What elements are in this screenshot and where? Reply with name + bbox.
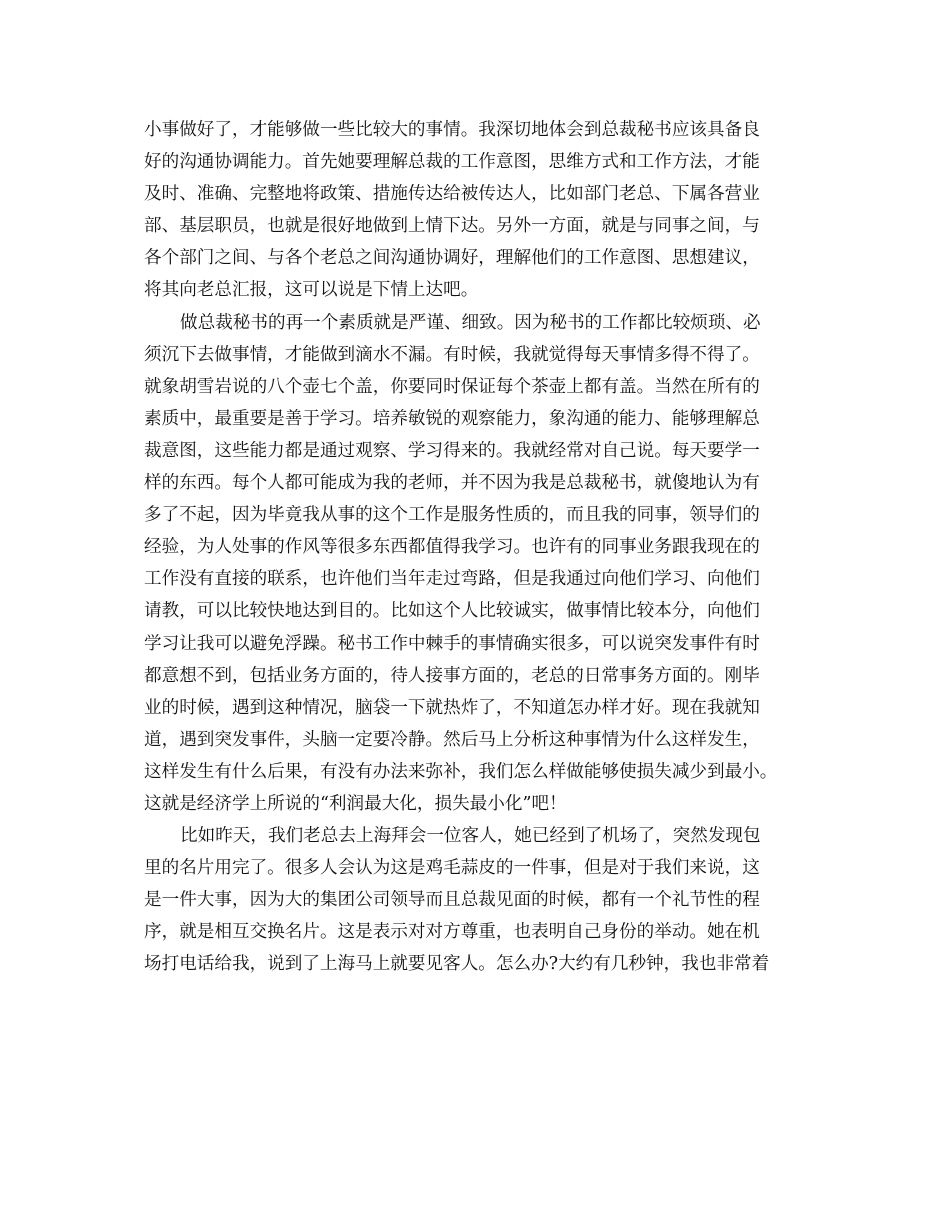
document-body bbox=[144, 114, 812, 981]
text-line: 做总裁秘书的再一个素质就是严谨、细致。因为秘书的工作都比较烦琐、必 bbox=[180, 312, 761, 333]
text-line: 场打电话给我，说到了上海马上就要见客人。怎么办?大约有几秒钟，我也非常着 bbox=[144, 954, 770, 975]
text-line: 都意想不到，包括业务方面的，待人接事方面的，老总的日常事务方面的。刚毕 bbox=[144, 665, 760, 686]
text-line: 这就是经济学上所说的“利润最大化，损失最小化”吧！ bbox=[144, 793, 567, 814]
text-line: 里的名片用完了。很多人会认为这是鸡毛蒜皮的一件事，但是对于我们来说，这 bbox=[144, 858, 760, 879]
text-line: 序，就是相互交换名片。这是表示对对方尊重，也表明自己身份的举动。她在机 bbox=[144, 922, 760, 943]
text-line: 多了不起，因为毕竟我从事的这个工作是服务性质的，而且我的同事，领导们的 bbox=[144, 505, 760, 526]
text-line: 道，遇到突发事件，头脑一定要冷静。然后马上分析这种事情为什么这样发生， bbox=[144, 729, 760, 750]
text-line: 是一件大事，因为大的集团公司领导而且总裁见面的时候，都有一个礼节性的程 bbox=[144, 890, 760, 911]
text-line: 裁意图，这些能力都是通过观察、学习得来的。我就经常对自己说。每天要学一 bbox=[144, 440, 760, 461]
text-line: 这样发生有什么后果，有没有办法来弥补，我们怎么样做能够使损失减少到最小。 bbox=[144, 761, 778, 782]
text-line: 业的时候，遇到这种情况，脑袋一下就热炸了，不知道怎办样才好。现在我就知 bbox=[144, 697, 760, 718]
text-line: 请教，可以比较快地达到目的。比如这个人比较诚实，做事情比较本分，向他们 bbox=[144, 601, 760, 622]
text-line: 素质中，最重要是善于学习。培养敏锐的观察能力，象沟通的能力、能够理解总 bbox=[144, 408, 760, 429]
paragraph-1 bbox=[144, 114, 812, 307]
paragraph-3 bbox=[144, 820, 812, 980]
text-line: 学习让我可以避免浮躁。秘书工作中棘手的事情确实很多，可以说突发事件有时 bbox=[144, 633, 760, 654]
text-line: 工作没有直接的联系，也许他们当年走过弯路，但是我通过向他们学习、向他们 bbox=[144, 569, 760, 590]
text-line: 样的东西。每个人都可能成为我的老师，并不因为我是总裁秘书，就傻地认为有 bbox=[144, 473, 760, 494]
text-line: 比如昨天，我们老总去上海拜会一位客人，她已经到了机场了，突然发现包 bbox=[180, 826, 761, 847]
text-line: 将其向老总汇报，这可以说是下情上达吧。 bbox=[144, 280, 479, 301]
text-line: 好的沟通协调能力。首先她要理解总裁的工作意图，思维方式和工作方法，才能 bbox=[144, 152, 760, 173]
text-line: 部、基层职员，也就是很好地做到上情下达。另外一方面，就是与同事之间，与 bbox=[144, 216, 760, 237]
text-line: 经验，为人处事的作风等很多东西都值得我学习。也许有的同事业务跟我现在的 bbox=[144, 537, 760, 558]
text-line: 就象胡雪岩说的八个壶七个盖，你要同时保证每个茶壶上都有盖。当然在所有的 bbox=[144, 376, 760, 397]
text-line: 及时、准确、完整地将政策、措施传达给被传达人，比如部门老总、下属各营业 bbox=[144, 184, 760, 205]
paragraph-2 bbox=[144, 307, 812, 821]
text-line: 小事做好了，才能够做一些比较大的事情。我深切地体会到总裁秘书应该具备良 bbox=[144, 120, 760, 140]
text-line: 各个部门之间、与各个老总之间沟通协调好，理解他们的工作意图、思想建议， bbox=[144, 248, 760, 269]
text-line: 须沉下去做事情，才能做到滴水不漏。有时候，我就觉得每天事情多得不得了。 bbox=[144, 344, 760, 365]
